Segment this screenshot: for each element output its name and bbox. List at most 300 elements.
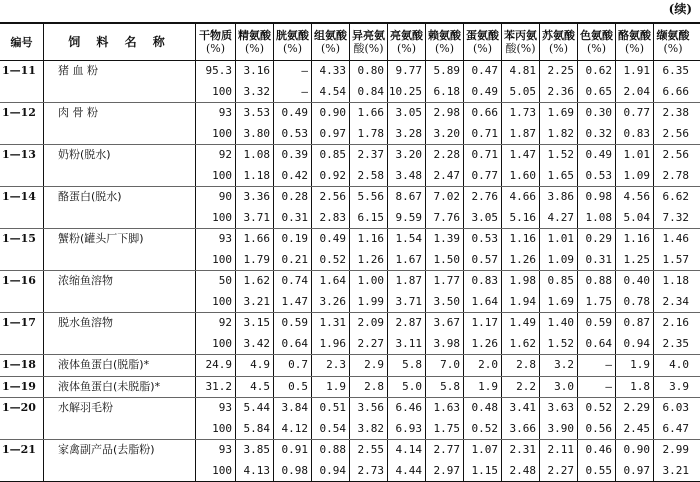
cell-dry-matter: 100	[196, 208, 236, 229]
table-row	[0, 208, 700, 229]
cell-tyrosine: 0.94	[616, 334, 654, 355]
cell-threonine: 1.69	[540, 103, 578, 124]
table-row	[0, 270, 700, 292]
cell-leucine: 1.54	[388, 229, 426, 250]
header-arginine-label: 精氨酸	[238, 29, 271, 42]
cell-tyrosine: 1.25	[616, 250, 654, 271]
cell-feed-name: 猪 血 粉	[44, 61, 196, 82]
cell-tyrosine: 0.97	[616, 461, 654, 482]
cell-id: 1—14	[0, 187, 44, 208]
cell-phenylalanine: 4.66	[502, 187, 540, 208]
cell-feed-name	[44, 334, 196, 355]
cell-leucine: 4.14	[388, 440, 426, 461]
cell-leucine: 9.59	[388, 208, 426, 229]
cell-tryptophan: 0.52	[578, 398, 616, 419]
header-threonine-unit: (%)	[548, 42, 569, 55]
cell-valine: 3.9	[669, 379, 689, 393]
cell-id	[0, 82, 44, 103]
cell-methionine: 0.53	[464, 229, 502, 250]
cell-leucine: 6.93	[388, 419, 426, 440]
cell-feed-name: 液体鱼蛋白(未脱脂)*	[44, 377, 196, 398]
cell-dry-matter: 31.2	[196, 377, 236, 398]
cell-tyrosine: 1.01	[616, 145, 654, 166]
cell-dry-matter: 100	[196, 166, 236, 187]
cell-dry-matter: 93	[196, 103, 236, 124]
cell-id	[0, 166, 44, 187]
cell-lysine: 3.67	[426, 313, 464, 334]
header-isoleucine-unit: 酸(%)	[353, 42, 384, 55]
cell-id	[0, 124, 44, 145]
header-lysine-label: 赖氨酸	[428, 29, 461, 42]
header-histidine-unit: (%)	[320, 42, 341, 55]
cell-dry-matter: 100	[196, 124, 236, 145]
cell-threonine: 4.27	[540, 208, 578, 229]
cell-lysine: 1.50	[426, 250, 464, 271]
cell-threonine: 3.86	[540, 187, 578, 208]
cell-threonine: 1.52	[540, 145, 578, 166]
cell-methionine: 1.17	[464, 313, 502, 334]
table-row	[0, 82, 700, 103]
cell-arginine: 3.85	[236, 440, 274, 461]
header-name-label: 饲 料 名 称	[68, 34, 171, 49]
cell-feed-name: 浓缩鱼溶物	[44, 271, 196, 292]
cell-arginine: 3.21	[236, 292, 274, 313]
cell-dry-matter: 92	[196, 145, 236, 166]
cell-tryptophan: 0.31	[578, 250, 616, 271]
cell-tyrosine: 5.04	[616, 208, 654, 229]
cell-id	[0, 250, 44, 271]
cell-cystine: 0.53	[274, 124, 312, 145]
cell-tryptophan: 0.32	[578, 124, 616, 145]
header-isoleucine	[350, 24, 388, 60]
table-row	[0, 186, 700, 208]
cell-methionine: 1.26	[464, 334, 502, 355]
cell-phenylalanine: 3.41	[502, 398, 540, 419]
cell-tryptophan: —	[578, 355, 616, 376]
cell-tryptophan: 0.62	[578, 61, 616, 82]
cell-dry-matter: 95.3	[196, 61, 236, 82]
cell-leucine: 4.44	[388, 461, 426, 482]
cell-histidine: 1.64	[312, 271, 350, 292]
cell-leucine: 1.87	[388, 271, 426, 292]
cell-dry-matter: 100	[196, 82, 236, 103]
cell-lysine: 2.77	[426, 440, 464, 461]
cell-leucine: 3.48	[388, 166, 426, 187]
cell-arginine: 4.13	[236, 461, 274, 482]
cell-leucine: 5.8	[388, 355, 426, 376]
table-body	[0, 61, 700, 481]
cell-lysine: 3.20	[426, 124, 464, 145]
cell-methionine: 3.05	[464, 208, 502, 229]
header-lysine	[426, 24, 464, 60]
header-histidine-label: 组氨酸	[314, 29, 347, 42]
cell-feed-name	[44, 292, 196, 313]
cell-threonine: 3.2	[540, 355, 578, 376]
cell-arginine: 5.84	[236, 419, 274, 440]
cell-tyrosine: 1.16	[616, 229, 654, 250]
header-isoleucine-label: 异亮氨	[352, 29, 385, 42]
cell-arginine: 3.42	[236, 334, 274, 355]
cell-methionine: 0.57	[464, 250, 502, 271]
cell-id: 1—13	[0, 145, 44, 166]
cell-tyrosine: 0.78	[616, 292, 654, 313]
cell-histidine: 0.52	[312, 250, 350, 271]
cell-isoleucine: 0.84	[350, 82, 388, 103]
header-valine-label: 缬氨酸	[656, 29, 690, 42]
cell-valine: 2.34	[662, 294, 689, 308]
cell-methionine: 0.83	[464, 271, 502, 292]
cell-isoleucine: 2.09	[350, 313, 388, 334]
cell-threonine: 1.69	[540, 292, 578, 313]
cell-methionine: 1.15	[464, 461, 502, 482]
table-row	[0, 61, 700, 82]
cell-phenylalanine: 1.60	[502, 166, 540, 187]
cell-leucine: 3.05	[388, 103, 426, 124]
cell-dry-matter: 50	[196, 271, 236, 292]
cell-tryptophan: 0.53	[578, 166, 616, 187]
cell-tyrosine: 2.29	[616, 398, 654, 419]
cell-leucine: 6.46	[388, 398, 426, 419]
cell-lysine: 5.89	[426, 61, 464, 82]
cell-methionine: 1.9	[464, 377, 502, 398]
cell-threonine: 2.11	[540, 440, 578, 461]
header-arginine-unit: (%)	[244, 42, 265, 55]
header-valine	[654, 24, 692, 60]
cell-valine: 6.62	[662, 190, 689, 203]
cell-lysine: 6.18	[426, 82, 464, 103]
cell-histidine: 2.3	[312, 355, 350, 376]
cell-dry-matter: 93	[196, 440, 236, 461]
cell-tryptophan: 0.29	[578, 229, 616, 250]
cell-threonine: 1.82	[540, 124, 578, 145]
cell-arginine: 1.66	[236, 229, 274, 250]
header-dry-matter	[196, 24, 236, 60]
table-row	[0, 354, 700, 376]
cell-lysine: 1.75	[426, 419, 464, 440]
cell-leucine: 3.71	[388, 292, 426, 313]
cell-id: 1—20	[0, 398, 44, 419]
cell-phenylalanine: 1.16	[502, 229, 540, 250]
cell-feed-name: 液体鱼蛋白(脱脂)*	[44, 355, 196, 376]
cell-isoleucine: 2.27	[350, 334, 388, 355]
cell-phenylalanine: 2.31	[502, 440, 540, 461]
cell-dry-matter: 24.9	[196, 355, 236, 376]
cell-leucine: 9.77	[388, 61, 426, 82]
cell-leucine: 10.25	[388, 82, 426, 103]
cell-isoleucine: 3.56	[350, 398, 388, 419]
header-histidine	[312, 24, 350, 60]
cell-isoleucine: 2.9	[350, 355, 388, 376]
table-header	[0, 24, 700, 61]
cell-phenylalanine: 1.94	[502, 292, 540, 313]
cell-isoleucine: 2.55	[350, 440, 388, 461]
cell-isoleucine: 3.82	[350, 419, 388, 440]
header-tyrosine-unit: (%)	[624, 42, 645, 55]
header-phenylalanine	[502, 24, 540, 60]
cell-id: 1—17	[0, 313, 44, 334]
cell-leucine: 3.20	[388, 145, 426, 166]
cell-histidine: 3.26	[312, 292, 350, 313]
header-leucine-unit: (%)	[396, 42, 417, 55]
table-row	[0, 102, 700, 124]
cell-feed-name: 奶粉(脱水)	[44, 145, 196, 166]
cell-methionine: 0.71	[464, 124, 502, 145]
cell-cystine: 0.74	[274, 271, 312, 292]
cell-id	[0, 461, 44, 482]
cell-tyrosine: 0.83	[616, 124, 654, 145]
cell-tryptophan: 0.56	[578, 419, 616, 440]
cell-feed-name	[44, 250, 196, 271]
cell-threonine: 0.85	[540, 271, 578, 292]
cell-feed-name	[44, 461, 196, 482]
cell-feed-name	[44, 82, 196, 103]
cell-threonine: 1.09	[540, 250, 578, 271]
cell-lysine: 2.98	[426, 103, 464, 124]
cell-valine: 1.18	[662, 274, 689, 287]
cell-cystine: 0.7	[274, 355, 312, 376]
cell-lysine: 7.76	[426, 208, 464, 229]
cell-arginine: 1.18	[236, 166, 274, 187]
cell-valine: 2.38	[662, 106, 689, 119]
cell-tryptophan: 0.59	[578, 313, 616, 334]
cell-dry-matter: 93	[196, 229, 236, 250]
cell-feed-name: 水解羽毛粉	[44, 398, 196, 419]
cell-valine: 2.35	[662, 336, 689, 350]
cell-cystine: 0.31	[274, 208, 312, 229]
cell-arginine: 3.80	[236, 124, 274, 145]
header-tyrosine-label: 酪氨酸	[618, 29, 651, 42]
cell-isoleucine: 1.16	[350, 229, 388, 250]
header-valine-unit: (%)	[663, 42, 683, 55]
cell-id: 1—21	[0, 440, 44, 461]
header-cystine	[274, 24, 312, 60]
cell-methionine: 0.77	[464, 166, 502, 187]
table-row	[0, 461, 700, 482]
cell-arginine: 3.36	[236, 187, 274, 208]
cell-histidine: 1.9	[312, 377, 350, 398]
cell-tyrosine: 0.87	[616, 313, 654, 334]
cell-methionine: 0.71	[464, 145, 502, 166]
cell-methionine: 0.48	[464, 398, 502, 419]
cell-id	[0, 334, 44, 355]
header-tyrosine	[616, 24, 654, 60]
cell-isoleucine: 2.37	[350, 145, 388, 166]
cell-valine: 2.78	[662, 168, 689, 182]
cell-valine: 2.99	[662, 443, 689, 456]
cell-arginine: 3.16	[236, 61, 274, 82]
cell-tryptophan: 0.30	[578, 103, 616, 124]
cell-arginine: 4.9	[236, 355, 274, 376]
cell-lysine: 7.02	[426, 187, 464, 208]
cell-histidine: 2.56	[312, 187, 350, 208]
table-row	[0, 166, 700, 187]
table-row	[0, 144, 700, 166]
cell-histidine: 0.85	[312, 145, 350, 166]
header-dry-matter-label: 干物质	[199, 29, 232, 42]
cell-isoleucine: 2.73	[350, 461, 388, 482]
cell-histidine: 4.33	[312, 61, 350, 82]
cell-lysine: 1.63	[426, 398, 464, 419]
cell-valine: 6.47	[662, 421, 689, 435]
cell-tryptophan: 0.64	[578, 334, 616, 355]
cell-valine: 2.16	[662, 316, 689, 329]
cell-methionine: 0.49	[464, 82, 502, 103]
cell-feed-name	[44, 166, 196, 187]
cell-methionine: 0.47	[464, 61, 502, 82]
cell-tyrosine: 1.8	[616, 377, 654, 398]
cell-tyrosine: 2.45	[616, 419, 654, 440]
cell-phenylalanine: 4.81	[502, 61, 540, 82]
cell-leucine: 3.11	[388, 334, 426, 355]
header-cystine-label: 胱氨酸	[276, 29, 309, 42]
header-tryptophan	[578, 24, 616, 60]
cell-cystine: 0.42	[274, 166, 312, 187]
cell-valine: 6.66	[662, 84, 689, 98]
header-threonine	[540, 24, 578, 60]
cell-methionine: 0.52	[464, 419, 502, 440]
cell-dry-matter: 100	[196, 461, 236, 482]
header-tryptophan-unit: (%)	[586, 42, 607, 55]
cell-id	[0, 208, 44, 229]
cell-lysine: 3.50	[426, 292, 464, 313]
cell-histidine: 4.54	[312, 82, 350, 103]
header-cystine-unit: (%)	[282, 42, 303, 55]
cell-histidine: 0.54	[312, 419, 350, 440]
cell-threonine: 3.63	[540, 398, 578, 419]
table-row	[0, 292, 700, 313]
cell-arginine: 3.71	[236, 208, 274, 229]
cell-feed-name	[44, 124, 196, 145]
cell-valine: 2.56	[662, 148, 689, 161]
table-row	[0, 419, 700, 440]
cell-tyrosine: 0.90	[616, 440, 654, 461]
cell-feed-name: 肉 骨 粉	[44, 103, 196, 124]
cell-phenylalanine: 2.2	[502, 377, 540, 398]
cell-tryptophan: 0.55	[578, 461, 616, 482]
cell-lysine: 2.97	[426, 461, 464, 482]
cell-dry-matter: 92	[196, 313, 236, 334]
cell-dry-matter: 93	[196, 398, 236, 419]
cell-phenylalanine: 3.66	[502, 419, 540, 440]
cell-methionine: 2.76	[464, 187, 502, 208]
cell-cystine: 0.21	[274, 250, 312, 271]
cell-isoleucine: 2.8	[350, 377, 388, 398]
cell-arginine: 3.15	[236, 313, 274, 334]
cell-phenylalanine: 1.62	[502, 334, 540, 355]
cell-feed-name	[44, 419, 196, 440]
cell-valine: 1.57	[662, 252, 689, 266]
cell-feed-name: 家禽副产品(去脂粉)	[44, 440, 196, 461]
cell-tyrosine: 4.56	[616, 187, 654, 208]
cell-lysine: 3.98	[426, 334, 464, 355]
cell-histidine: 0.51	[312, 398, 350, 419]
cell-valine: 3.21	[662, 463, 689, 477]
cell-tyrosine: 1.09	[616, 166, 654, 187]
cell-tyrosine: 0.40	[616, 271, 654, 292]
continued-label: (续)	[668, 2, 692, 16]
cell-cystine: 0.28	[274, 187, 312, 208]
cell-leucine: 5.0	[388, 377, 426, 398]
cell-histidine: 0.88	[312, 440, 350, 461]
cell-leucine: 8.67	[388, 187, 426, 208]
header-leucine	[388, 24, 426, 60]
cell-dry-matter: 100	[196, 419, 236, 440]
cell-valine: 1.46	[662, 232, 689, 245]
header-methionine-label: 蛋氨酸	[466, 29, 499, 42]
cell-isoleucine: 1.26	[350, 250, 388, 271]
cell-id: 1—19	[0, 377, 44, 398]
cell-cystine: 0.59	[274, 313, 312, 334]
cell-histidine: 0.94	[312, 461, 350, 482]
cell-id: 1—12	[0, 103, 44, 124]
cell-isoleucine: 5.56	[350, 187, 388, 208]
cell-feed-name: 蟹粉(罐头厂下脚)	[44, 229, 196, 250]
table-row	[0, 250, 700, 271]
table-row	[0, 439, 700, 461]
cell-tyrosine: 1.9	[616, 355, 654, 376]
cell-feed-name	[44, 208, 196, 229]
cell-tyrosine: 1.91	[616, 61, 654, 82]
cell-isoleucine: 1.66	[350, 103, 388, 124]
cell-id: 1—16	[0, 271, 44, 292]
cell-histidine: 0.92	[312, 166, 350, 187]
cell-leucine: 3.28	[388, 124, 426, 145]
cell-cystine: 0.49	[274, 103, 312, 124]
cell-phenylalanine: 2.48	[502, 461, 540, 482]
cell-cystine: 0.91	[274, 440, 312, 461]
cell-arginine: 5.44	[236, 398, 274, 419]
table-row	[0, 228, 700, 250]
cell-isoleucine: 2.58	[350, 166, 388, 187]
cell-leucine: 2.87	[388, 313, 426, 334]
cell-id	[0, 419, 44, 440]
cell-id: 1—15	[0, 229, 44, 250]
cell-isoleucine: 1.99	[350, 292, 388, 313]
cell-cystine: 0.19	[274, 229, 312, 250]
cell-arginine: 1.62	[236, 271, 274, 292]
cell-phenylalanine: 5.05	[502, 82, 540, 103]
cell-cystine: 0.98	[274, 461, 312, 482]
cell-phenylalanine: 5.16	[502, 208, 540, 229]
cell-histidine: 1.31	[312, 313, 350, 334]
cell-dry-matter: 90	[196, 187, 236, 208]
cell-tryptophan: 0.65	[578, 82, 616, 103]
cell-tryptophan: 0.98	[578, 187, 616, 208]
cell-methionine: 0.66	[464, 103, 502, 124]
cell-threonine: 1.65	[540, 166, 578, 187]
cell-phenylalanine: 2.8	[502, 355, 540, 376]
cell-lysine: 2.28	[426, 145, 464, 166]
cell-id: 1—18	[0, 355, 44, 376]
cell-lysine: 5.8	[426, 377, 464, 398]
cell-cystine: 0.39	[274, 145, 312, 166]
cell-valine: 6.03	[662, 401, 689, 414]
cell-lysine: 7.0	[426, 355, 464, 376]
cell-arginine: 3.32	[236, 82, 274, 103]
cell-histidine: 0.49	[312, 229, 350, 250]
cell-tyrosine: 0.77	[616, 103, 654, 124]
cell-feed-name: 酪蛋白(脱水)	[44, 187, 196, 208]
cell-methionine: 2.0	[464, 355, 502, 376]
cell-threonine: 1.52	[540, 334, 578, 355]
cell-tryptophan: 1.75	[578, 292, 616, 313]
header-threonine-label: 苏氨酸	[542, 29, 575, 42]
header-methionine-unit: (%)	[472, 42, 493, 55]
cell-cystine: 1.47	[274, 292, 312, 313]
cell-cystine: 4.12	[274, 419, 312, 440]
cell-cystine: 3.84	[274, 398, 312, 419]
cell-valine: 2.56	[662, 126, 689, 140]
